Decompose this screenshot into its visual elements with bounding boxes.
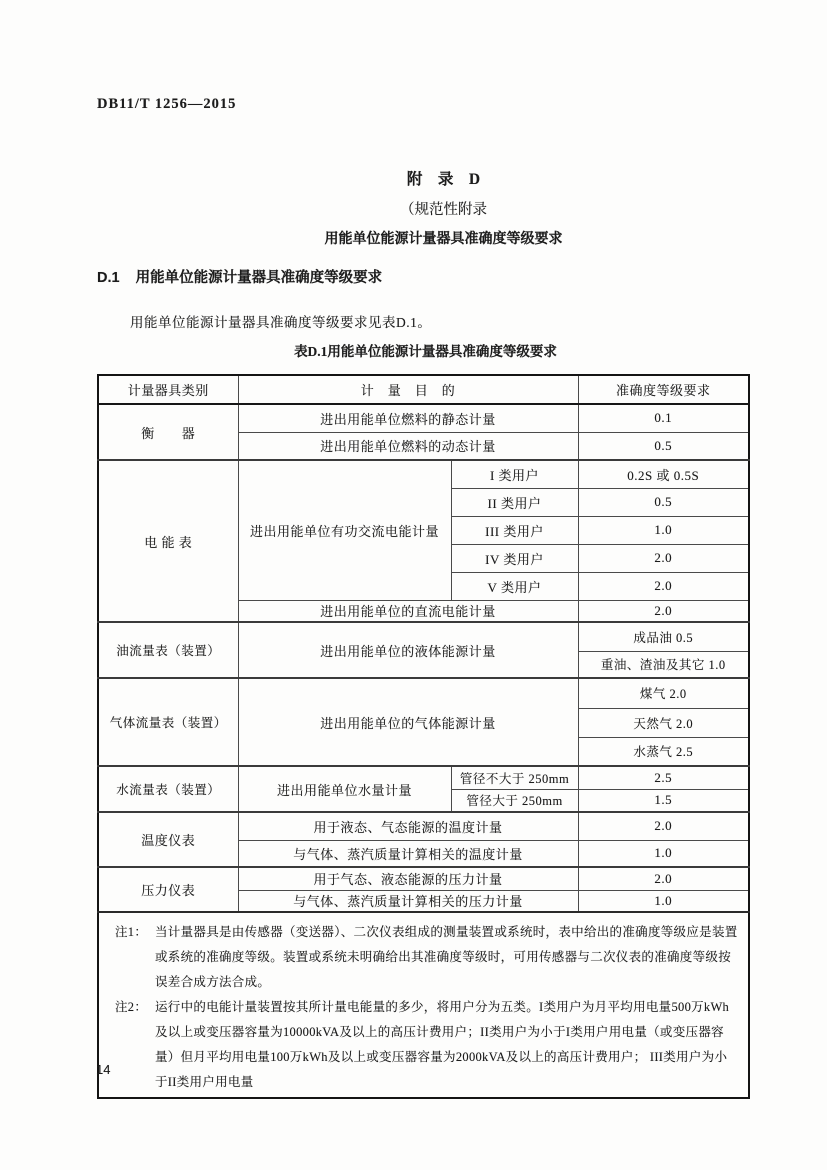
accuracy-value: 煤气 2.0 bbox=[578, 678, 749, 708]
header-category: 计量器具类别 bbox=[98, 375, 238, 404]
category-pressure-instrument: 压力仪表 bbox=[98, 867, 238, 912]
purpose-cell: 进出用能单位燃料的静态计量 bbox=[238, 404, 578, 432]
category-temperature-instrument: 温度仪表 bbox=[98, 812, 238, 867]
accuracy-value: 0.2S 或 0.5S bbox=[578, 460, 749, 488]
user-class-label: IV 类用户 bbox=[451, 544, 578, 572]
accuracy-value: 2.5 bbox=[578, 766, 749, 789]
section-title: 用能单位能源计量器具准确度等级要求 bbox=[135, 270, 383, 286]
purpose-cell: 进出用能单位有功交流电能计量 bbox=[238, 460, 451, 600]
note-2-label: 注2： bbox=[115, 1000, 148, 1014]
accuracy-value: 1.0 bbox=[578, 890, 749, 912]
purpose-cell: 用于液态、气态能源的温度计量 bbox=[238, 812, 578, 840]
accuracy-value: 2.0 bbox=[578, 572, 749, 600]
table-row bbox=[98, 678, 749, 708]
category-weighing: 衡 器 bbox=[98, 404, 238, 460]
note-1 bbox=[115, 920, 738, 995]
user-class-label: V 类用户 bbox=[451, 572, 578, 600]
accuracy-value: 重油、渣油及其它 1.0 bbox=[578, 651, 749, 678]
accuracy-value: 天然气 2.0 bbox=[578, 708, 749, 737]
category-oil-flow-meter: 油流量表（装置） bbox=[98, 622, 238, 678]
table-row bbox=[98, 404, 749, 432]
appendix-title: 附 录 D bbox=[406, 171, 481, 188]
purpose-cell: 与气体、蒸汽质量计算相关的温度计量 bbox=[238, 840, 578, 867]
note-2-text: 运行中的电能计量装置按其所计量电能量的多少，将用户分为五类。I类用户为月平均用电量500万kWh及以上或变压器容量为10000kVA及以上的高压计费用户；II类用户为小于I类用户用电量（或变压器容量）但月平均用电量100万kWh及以上或变压器容量为2000kVA及以上的高压计费用户； III类用户为小于II类用户用电量 bbox=[155, 1000, 730, 1089]
table-row bbox=[98, 460, 749, 488]
accuracy-value: 1.0 bbox=[578, 840, 749, 867]
purpose-cell: 进出用能单位的气体能源计量 bbox=[238, 678, 578, 766]
appendix-title-block bbox=[60, 167, 827, 248]
accuracy-value: 成品油 0.5 bbox=[578, 622, 749, 651]
note-1-text: 当计量器具是由传感器（变送器）、二次仪表组成的测量装置或系统时，表中给出的准确度等级应是装置或系统的准确度等级。装置或系统未明确给出其准确度等级时，可用传感器与二次仪表的准确度等级按误差合成方法合成。 bbox=[155, 925, 738, 989]
purpose-cell: 进出用能单位水量计量 bbox=[238, 766, 451, 812]
accuracy-requirements-table bbox=[97, 374, 750, 1099]
purpose-cell: 进出用能单位燃料的动态计量 bbox=[238, 432, 578, 460]
appendix-subtitle: （规范性附录 bbox=[400, 202, 487, 218]
purpose-cell: 与气体、蒸汽质量计算相关的压力计量 bbox=[238, 890, 578, 912]
accuracy-value: 1.0 bbox=[578, 516, 749, 544]
pipe-diameter-label: 管径不大于 250mm bbox=[451, 766, 578, 789]
table-row bbox=[98, 622, 749, 651]
purpose-cell: 进出用能单位的液体能源计量 bbox=[238, 622, 578, 678]
table-header-row bbox=[98, 375, 749, 404]
header-purpose: 计 量 目 的 bbox=[238, 375, 578, 404]
purpose-cell: 用于气态、液态能源的压力计量 bbox=[238, 867, 578, 890]
note-1-label: 注1： bbox=[115, 925, 148, 939]
accuracy-value: 2.0 bbox=[578, 812, 749, 840]
section-heading bbox=[97, 266, 382, 287]
standard-number: DB11/T 1256—2015 bbox=[97, 96, 237, 112]
accuracy-value: 0.5 bbox=[578, 488, 749, 516]
category-electric-meter: 电 能 表 bbox=[98, 460, 238, 622]
accuracy-value: 水蒸气 2.5 bbox=[578, 737, 749, 766]
table-notes bbox=[98, 912, 749, 1098]
user-class-label: III 类用户 bbox=[451, 516, 578, 544]
accuracy-value: 2.0 bbox=[578, 600, 749, 622]
category-water-flow-meter: 水流量表（装置） bbox=[98, 766, 238, 812]
body-paragraph: 用能单位能源计量器具准确度等级要求见表D.1。 bbox=[130, 315, 432, 330]
table-notes-row bbox=[98, 912, 749, 1098]
accuracy-value: 0.5 bbox=[578, 432, 749, 460]
appendix-name: 用能单位能源计量器具准确度等级要求 bbox=[324, 232, 563, 247]
table-row bbox=[98, 812, 749, 840]
table-caption: 表D.1用能单位能源计量器具准确度等级要求 bbox=[294, 344, 557, 359]
user-class-label: I 类用户 bbox=[451, 460, 578, 488]
table-row bbox=[98, 766, 749, 789]
accuracy-value: 1.5 bbox=[578, 789, 749, 812]
page-number: 14 bbox=[96, 1062, 111, 1077]
pipe-diameter-label: 管径大于 250mm bbox=[451, 789, 578, 812]
header-accuracy: 准确度等级要求 bbox=[578, 375, 749, 404]
category-gas-flow-meter: 气体流量表（装置） bbox=[98, 678, 238, 766]
table-row bbox=[98, 867, 749, 890]
accuracy-value: 2.0 bbox=[578, 867, 749, 890]
purpose-cell: 进出用能单位的直流电能计量 bbox=[238, 600, 578, 622]
note-2 bbox=[115, 995, 738, 1095]
user-class-label: II 类用户 bbox=[451, 488, 578, 516]
accuracy-value: 0.1 bbox=[578, 404, 749, 432]
accuracy-value: 2.0 bbox=[578, 544, 749, 572]
section-number: D.1 bbox=[97, 270, 120, 286]
